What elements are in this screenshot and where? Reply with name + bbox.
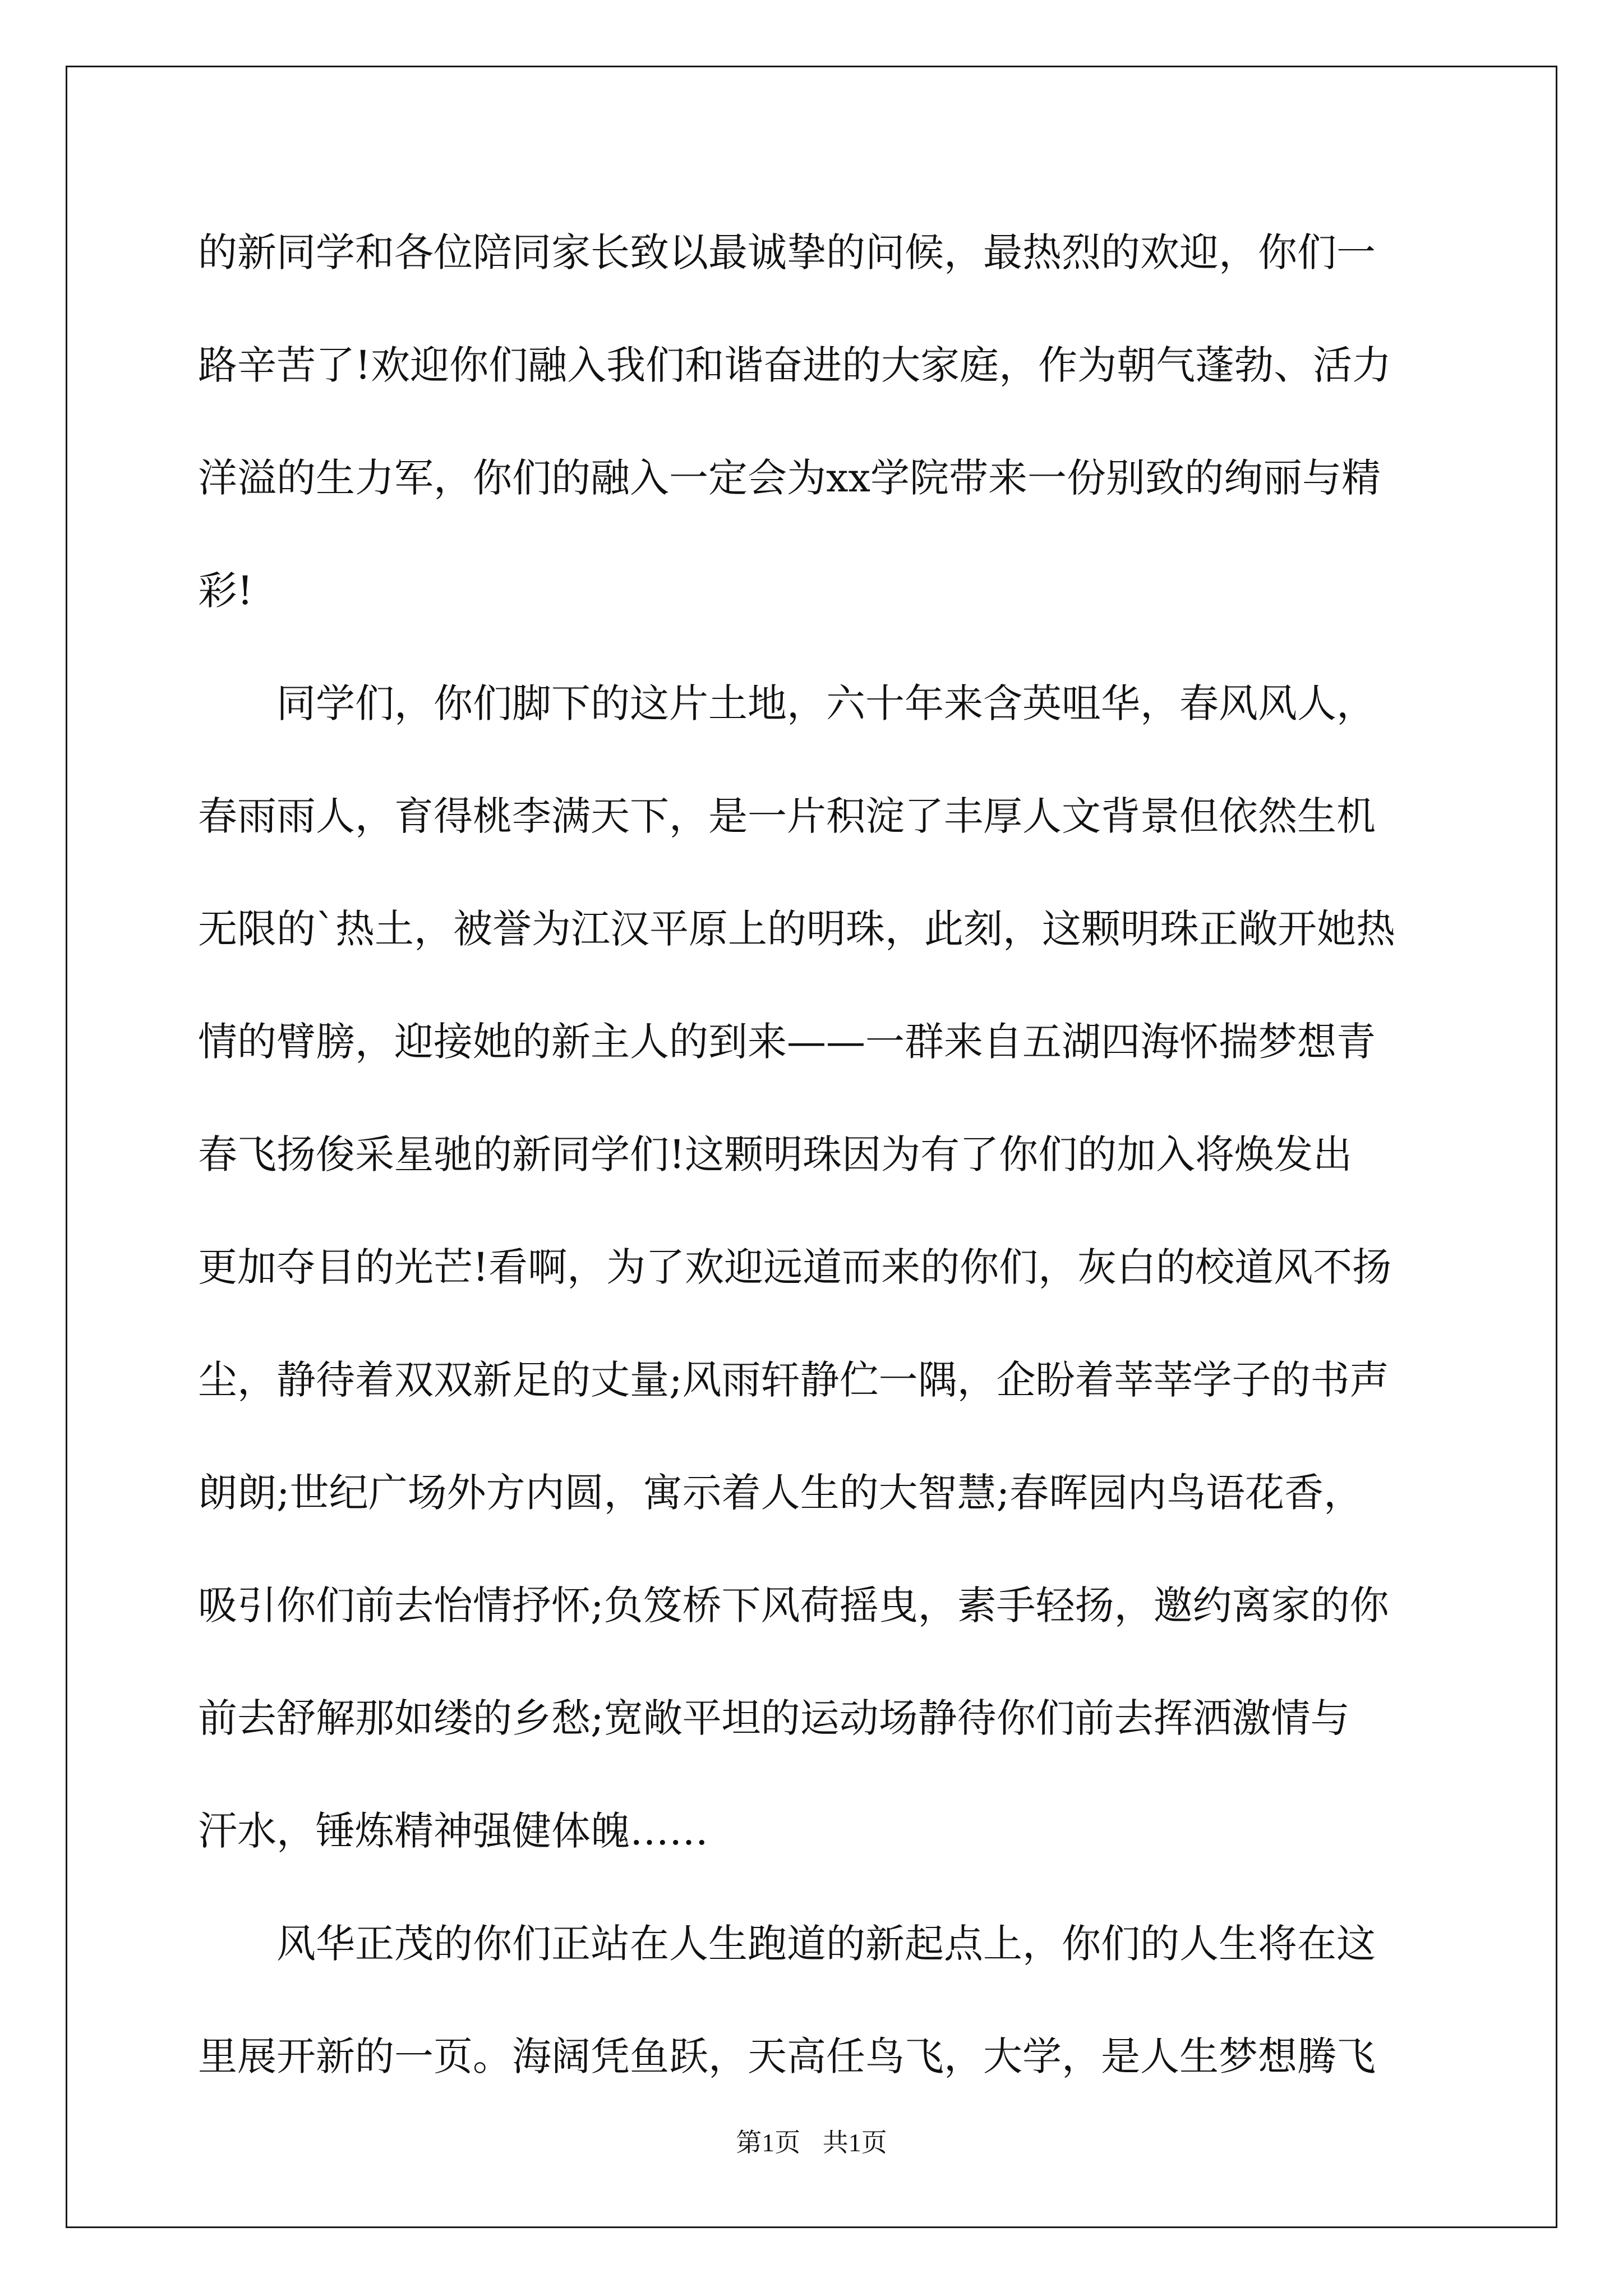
- page-footer: [0, 2122, 1623, 2159]
- text-line: 春飞扬俊采星驰的新同学们!这颗明珠因为有了你们的加入将焕发出: [198, 1131, 1353, 1177]
- text-line: 朗朗;世纪广场外方内圆，寓示着人生的大智慧;春晖园内鸟语花香，: [198, 1470, 1363, 1516]
- text-line: 风华正茂的你们正站在人生跑道的新起点上，你们的人生将在这: [198, 1921, 1376, 1967]
- text-line: 春雨雨人，育得桃李满天下，是一片积淀了丰厚人文背景但依然生机: [198, 793, 1376, 839]
- text-line: 路辛苦了!欢迎你们融入我们和谐奋进的大家庭，作为朝气蓬勃、活力: [198, 342, 1392, 388]
- text-line: 前去舒解那如缕的乡愁;宽敞平坦的运动场静待你们前去挥洒激情与: [198, 1695, 1350, 1741]
- text-line: 同学们，你们脚下的这片土地，六十年来含英咀华，春风风人，: [198, 680, 1376, 726]
- text-line: 里展开新的一页。海阔凭鱼跃，天高任鸟飞，大学，是人生梦想腾飞: [198, 2033, 1376, 2079]
- text-line: 尘，静待着双双新足的丈量;风雨轩静伫一隅，企盼着莘莘学子的书声: [198, 1357, 1389, 1403]
- text-line: 汗水，锤炼精神强健体魄……: [198, 1808, 708, 1854]
- text-line: 洋溢的生力军，你们的融入一定会为xx学院带来一份别致的绚丽与精: [198, 455, 1381, 501]
- document-body: [198, 208, 1423, 2124]
- text-line: 情的臂膀，迎接她的新主人的到来——一群来自五湖四海怀揣梦想青: [198, 1019, 1376, 1065]
- text-line: 更加夺目的光芒!看啊，为了欢迎远道而来的你们，灰白的校道风不扬: [198, 1244, 1392, 1290]
- text-line: 无限的`热土，被誉为江汉平原上的明珠，此刻，这颗明珠正敞开她热: [198, 906, 1395, 952]
- page-number: 第1页: [736, 2128, 801, 2157]
- text-line: 彩!: [198, 568, 253, 614]
- page-total: 共1页: [822, 2128, 887, 2157]
- text-line: 的新同学和各位陪同家长致以最诚挚的问候，最热烈的欢迎，你们一: [198, 229, 1376, 275]
- text-line: 吸引你们前去怡情抒怀;负笈桥下风荷摇曳，素手轻扬，邀约离家的你: [198, 1582, 1389, 1628]
